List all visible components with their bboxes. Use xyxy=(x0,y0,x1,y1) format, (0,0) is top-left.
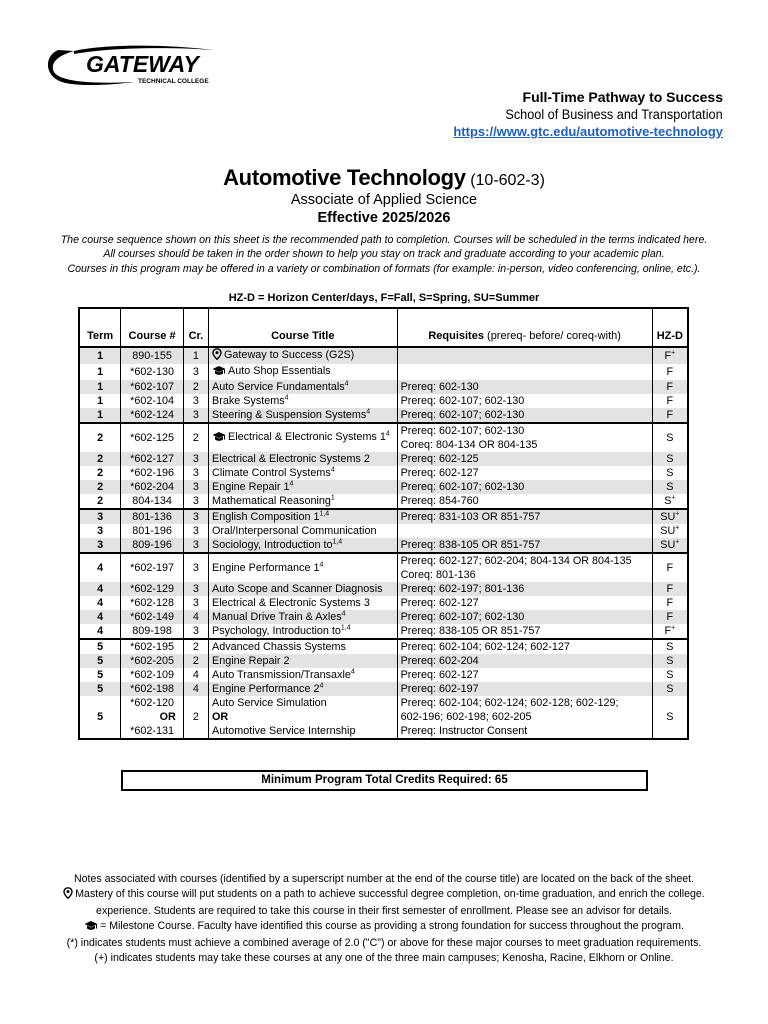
table-row xyxy=(79,668,688,682)
course-title-cell xyxy=(209,466,398,480)
course-title: Engine Performance 2 xyxy=(212,683,320,695)
note-ref: 4 xyxy=(319,561,324,569)
course-number: *602-125 xyxy=(121,423,184,452)
prereq: Prereq: 602-107; 602-130 xyxy=(400,409,525,421)
course-number: 809-196 xyxy=(121,538,184,553)
table-row xyxy=(79,480,688,494)
prereq: Prereq: 602-107; 602-130 xyxy=(400,395,525,407)
hzd-value: S xyxy=(666,432,674,444)
hzd-value: F xyxy=(666,611,674,623)
credits: 4 xyxy=(183,668,208,682)
hzd-value: F xyxy=(666,597,674,609)
course-number: *602-120 OR *602-131 xyxy=(121,696,184,739)
course-title-cell: Auto Service Simulation OR Automotive Service Internship xyxy=(209,696,398,739)
note-line: (+) indicates students may take these courses at any one of the three main campuses; Kenosha, Racine, Elkhorn or Online. xyxy=(94,952,674,964)
course-title: Electrical & Electronic Systems 1 xyxy=(228,431,386,443)
credits: 3 xyxy=(183,553,208,582)
hzd-cell xyxy=(652,654,688,668)
course-sequence-table xyxy=(78,307,689,740)
course-title-cell xyxy=(209,423,398,452)
requisites-cell xyxy=(397,668,652,682)
map-pin-icon xyxy=(63,887,73,904)
term-cell: 2 xyxy=(79,423,121,452)
hzd-value: S xyxy=(666,655,674,667)
hzd-cell xyxy=(652,509,688,524)
campus-marker: + xyxy=(671,624,676,632)
term-cell: 4 xyxy=(79,596,121,610)
course-title: Psychology, Introduction to xyxy=(212,625,341,637)
hzd-cell xyxy=(652,538,688,553)
credits: 2 xyxy=(183,380,208,394)
program-title: Automotive Technology xyxy=(223,165,466,190)
course-title-cell xyxy=(209,347,398,364)
course-title: Gateway to Success (G2S) xyxy=(224,349,355,361)
credits: 2 xyxy=(183,654,208,668)
requisites-cell xyxy=(397,524,652,538)
course-number: *602-130 xyxy=(121,364,184,380)
requisites-cell xyxy=(397,553,652,582)
hzd-value: F xyxy=(666,395,674,407)
hzd-value: F xyxy=(666,409,674,421)
course-title-cell xyxy=(209,394,398,408)
prereq: Prereq: 602-107; 602-130 xyxy=(400,611,525,623)
degree-name: Associate of Applied Science xyxy=(290,192,478,208)
term-cell: 3 xyxy=(79,524,121,538)
hzd-value: S xyxy=(666,453,674,465)
course-title-cell xyxy=(209,624,398,639)
hzd-value: S xyxy=(666,481,674,493)
note-line: experience. Students are required to take this course in their first semester of enrollment. Please see an advisor for details. xyxy=(96,905,672,917)
term-cell: 5 xyxy=(79,668,121,682)
term-cell: 2 xyxy=(79,466,121,480)
note-ref: 1,4 xyxy=(340,624,351,632)
note-ref: 4 xyxy=(366,408,371,416)
term-cell: 4 xyxy=(79,610,121,624)
header-term: Term xyxy=(79,308,121,347)
credits: 3 xyxy=(183,538,208,553)
table-row xyxy=(79,624,688,639)
course-title-cell xyxy=(209,509,398,524)
course-title: Sociology, Introduction to xyxy=(212,539,333,551)
header-requisites-label: Requisites xyxy=(428,330,484,342)
requisites-cell xyxy=(397,380,652,394)
prereq: Prereq: 602-197 xyxy=(400,683,479,695)
header-requisites-note: (prereq- before/ coreq-with) xyxy=(483,330,621,342)
requisites-cell xyxy=(397,624,652,639)
course-title: Manual Drive Train & Axles xyxy=(212,611,342,623)
credits: 3 xyxy=(183,509,208,524)
course-title-cell xyxy=(209,480,398,494)
requisites-cell xyxy=(397,639,652,654)
course-number: *602-197 xyxy=(121,553,184,582)
note-line: = Milestone Course. Faculty have identified this course as providing a strong foundation for success throughout the program. xyxy=(0,919,768,936)
course-title: Auto Scope and Scanner Diagnosis xyxy=(212,583,383,595)
requisites-cell xyxy=(397,538,652,553)
table-row xyxy=(79,347,688,364)
prereq: Prereq: 602-127 xyxy=(400,669,479,681)
term-cell: 1 xyxy=(79,347,121,364)
hzd-value: F xyxy=(666,366,674,378)
credits: 3 xyxy=(183,494,208,509)
hzd-cell xyxy=(652,494,688,509)
course-title-cell xyxy=(209,553,398,582)
hzd-cell xyxy=(652,408,688,423)
credits: 2 xyxy=(183,639,208,654)
note-ref: 4 xyxy=(330,466,335,474)
table-row xyxy=(79,509,688,524)
note-ref: 4 xyxy=(284,394,289,402)
campus-marker: + xyxy=(675,510,680,518)
course-number: *602-195 xyxy=(121,639,184,654)
intro-line: Courses in this program may be offered in a variety or combination of formats (for example: in-person, video conferencing, online, etc.). xyxy=(67,262,701,275)
hzd-cell xyxy=(652,553,688,582)
prereq: Prereq: 602-127 xyxy=(400,467,479,479)
requisites-cell xyxy=(397,494,652,509)
campus-marker: + xyxy=(671,349,676,357)
note-ref: 4 xyxy=(289,480,294,488)
table-row xyxy=(79,553,688,582)
hzd-value: S xyxy=(664,495,672,507)
requisites-cell xyxy=(397,509,652,524)
course-title-cell xyxy=(209,380,398,394)
header-credits: Cr. xyxy=(183,308,208,347)
course-number: *602-204 xyxy=(121,480,184,494)
term-cell: 1 xyxy=(79,394,121,408)
term-cell: 5 xyxy=(79,639,121,654)
credits: 3 xyxy=(183,408,208,423)
credits: 3 xyxy=(183,452,208,466)
term-cell: 5 xyxy=(79,696,121,739)
course-number: *602-196 xyxy=(121,466,184,480)
hzd-cell xyxy=(652,364,688,380)
course-title-cell xyxy=(209,582,398,596)
prereq: Prereq: 838-105 OR 851-757 xyxy=(400,625,541,637)
hzd-cell xyxy=(652,610,688,624)
hzd-value: F xyxy=(666,583,674,595)
term-cell: 4 xyxy=(79,624,121,639)
campus-marker: + xyxy=(675,538,680,546)
hzd-cell xyxy=(652,668,688,682)
table-row xyxy=(79,524,688,538)
header-course-title: Course Title xyxy=(209,308,398,347)
requisites-cell xyxy=(397,452,652,466)
note-line: Notes associated with courses (identified by a superscript number at the end of the course title) are located on the back of the sheet. xyxy=(73,873,695,885)
hzd-value: SU xyxy=(660,539,676,551)
hzd-cell xyxy=(652,480,688,494)
term-cell: 1 xyxy=(79,380,121,394)
hzd-cell xyxy=(652,380,688,394)
note-ref: 4 xyxy=(319,682,324,690)
table-row xyxy=(79,452,688,466)
requisites-cell xyxy=(397,610,652,624)
header-hzd: HZ-D xyxy=(652,308,688,347)
prereq: Prereq: 602-130 xyxy=(400,381,479,393)
hzd-cell xyxy=(652,394,688,408)
prereq: Prereq: 602-204 xyxy=(400,655,479,667)
term-cell: 3 xyxy=(79,509,121,524)
program-link[interactable]: https://www.gtc.edu/automotive-technology xyxy=(453,124,723,139)
course-number: 801-196 xyxy=(121,524,184,538)
course-title: Steering & Suspension Systems xyxy=(212,409,367,421)
campus-marker: + xyxy=(671,494,676,502)
requisites-cell xyxy=(397,394,652,408)
hzd-value: SU xyxy=(660,525,676,537)
table-row xyxy=(79,654,688,668)
table-row xyxy=(79,610,688,624)
credits: 3 xyxy=(183,524,208,538)
table-row xyxy=(79,582,688,596)
table-row xyxy=(79,494,688,509)
hzd-cell xyxy=(652,639,688,654)
credits: 3 xyxy=(183,364,208,380)
course-number: 801-136 xyxy=(121,509,184,524)
hzd-value: F xyxy=(664,350,672,362)
course-number: 804-134 xyxy=(121,494,184,509)
requisites-cell: Prereq: 602-104; 602-124; 602-128; 602-129; 602-196; 602-198; 602-205 Prereq: Instructor Consent xyxy=(397,696,652,739)
note-ref: 4 xyxy=(350,668,355,676)
requisites-cell xyxy=(397,682,652,696)
table-row xyxy=(79,466,688,480)
svg-text:GATEWAY: GATEWAY xyxy=(86,51,199,77)
prereq: Prereq: 602-197; 801-136 xyxy=(400,583,525,595)
coreq: Coreq: 801-136 xyxy=(400,569,476,581)
header-block xyxy=(453,89,723,140)
term-cell: 5 xyxy=(79,682,121,696)
graduation-cap-icon xyxy=(212,365,226,380)
course-title: Mathematical Reasoning xyxy=(212,495,331,507)
course-title: Auto Transmission/Transaxle xyxy=(212,669,351,681)
course-number: *602-205 xyxy=(121,654,184,668)
graduation-cap-icon xyxy=(84,920,98,936)
course-title-cell xyxy=(209,596,398,610)
course-title-cell xyxy=(209,538,398,553)
course-title: Climate Control Systems xyxy=(212,467,331,479)
credits: 4 xyxy=(183,610,208,624)
term-cell: 2 xyxy=(79,494,121,509)
requisites-cell xyxy=(397,408,652,423)
total-credits-box: Minimum Program Total Credits Required: 65 xyxy=(121,770,648,791)
requisites-cell xyxy=(397,480,652,494)
course-title: Engine Performance 1 xyxy=(212,562,320,574)
prereq: Prereq: 602-107; 602-130 xyxy=(400,425,525,437)
hzd-cell xyxy=(652,682,688,696)
table-header-row xyxy=(79,308,688,347)
hzd-legend: HZ-D = Horizon Center/days, F=Fall, S=Spring, SU=Summer xyxy=(228,292,540,304)
course-title: Electrical & Electronic Systems 3 xyxy=(212,597,370,609)
hzd-value: S xyxy=(666,683,674,695)
svg-text:TECHNICAL COLLEGE: TECHNICAL COLLEGE xyxy=(138,78,209,85)
note-ref: 1,4 xyxy=(319,510,330,518)
campus-marker: + xyxy=(675,524,680,532)
credits: 1 xyxy=(183,347,208,364)
course-number: 809-198 xyxy=(121,624,184,639)
course-title-cell xyxy=(209,682,398,696)
requisites-cell xyxy=(397,423,652,452)
prereq: Prereq: 854-760 xyxy=(400,495,479,507)
requisites-cell xyxy=(397,596,652,610)
table-row xyxy=(79,639,688,654)
table-row xyxy=(79,423,688,452)
hzd-cell xyxy=(652,596,688,610)
program-title-line xyxy=(0,165,768,191)
course-title: Auto Shop Essentials xyxy=(228,365,331,377)
credits: 3 xyxy=(183,394,208,408)
course-title-cell xyxy=(209,364,398,380)
course-title-cell xyxy=(209,524,398,538)
course-number: *602-127 xyxy=(121,452,184,466)
term-cell: 1 xyxy=(79,364,121,380)
hzd-cell xyxy=(652,452,688,466)
course-number: *602-149 xyxy=(121,610,184,624)
credits: 4 xyxy=(183,682,208,696)
note-ref: 1,4 xyxy=(332,538,343,546)
table-row xyxy=(79,682,688,696)
requisites-cell xyxy=(397,654,652,668)
prereq: Prereq: 602-125 xyxy=(400,453,479,465)
requisites-cell xyxy=(397,364,652,380)
note-line: Mastery of this course will put students on a path to achieve successful degree completion, on-time graduation, and enrich the college. xyxy=(0,887,768,904)
school-name: School of Business and Transportation xyxy=(505,107,723,122)
course-number: *602-128 xyxy=(121,596,184,610)
map-pin-icon xyxy=(212,348,222,364)
prereq: Prereq: 602-127 xyxy=(400,597,479,609)
course-title-cell xyxy=(209,452,398,466)
hzd-cell xyxy=(652,423,688,452)
course-title: Engine Repair 1 xyxy=(212,481,290,493)
note-ref: 1 xyxy=(330,494,335,502)
hzd-value: S xyxy=(666,467,674,479)
prereq: Prereq: 602-127; 602-204; 804-134 OR 804-135 xyxy=(400,555,632,567)
course-number: *602-109 xyxy=(121,668,184,682)
credits: 3 xyxy=(183,480,208,494)
term-cell: 1 xyxy=(79,408,121,423)
header-course: Course # xyxy=(121,308,184,347)
hzd-cell xyxy=(652,524,688,538)
course-number: *602-107 xyxy=(121,380,184,394)
course-number: *602-104 xyxy=(121,394,184,408)
table-row xyxy=(79,538,688,553)
course-title: English Composition 1 xyxy=(212,511,320,523)
table-row xyxy=(79,394,688,408)
table-row xyxy=(79,380,688,394)
course-title-cell xyxy=(209,494,398,509)
table-row xyxy=(79,696,688,739)
term-cell: 4 xyxy=(79,582,121,596)
table-row xyxy=(79,596,688,610)
gateway-logo xyxy=(44,42,216,88)
hzd-value: S xyxy=(666,669,674,681)
course-title: Electrical & Electronic Systems 2 xyxy=(212,453,370,465)
credits: 3 xyxy=(183,582,208,596)
term-cell: 5 xyxy=(79,654,121,668)
hzd-value: S xyxy=(666,641,674,653)
pathway-title: Full-Time Pathway to Success xyxy=(522,89,723,105)
prereq: Prereq: 831-103 OR 851-757 xyxy=(400,511,541,523)
intro-text xyxy=(0,233,768,276)
hzd-cell: S xyxy=(652,696,688,739)
credits: 2 xyxy=(183,423,208,452)
course-number: *602-129 xyxy=(121,582,184,596)
program-code: (10-602-3) xyxy=(470,172,545,189)
prereq: Prereq: 838-105 OR 851-757 xyxy=(400,539,541,551)
course-title: Oral/Interpersonal Communication xyxy=(212,525,377,537)
term-cell: 2 xyxy=(79,452,121,466)
term-cell: 4 xyxy=(79,553,121,582)
term-cell: 3 xyxy=(79,538,121,553)
hzd-cell xyxy=(652,466,688,480)
requisites-cell xyxy=(397,347,652,364)
course-title: Engine Repair 2 xyxy=(212,655,290,667)
footnotes xyxy=(0,872,768,966)
intro-line: All courses should be taken in the order shown to help you stay on track and graduate according to your academic plan. xyxy=(103,248,665,261)
prereq: Prereq: 602-104; 602-124; 602-127 xyxy=(400,641,570,653)
requisites-cell xyxy=(397,582,652,596)
course-title-cell xyxy=(209,654,398,668)
course-number: *602-198 xyxy=(121,682,184,696)
prereq: Prereq: 602-107; 602-130 xyxy=(400,481,525,493)
note-line: (*) indicates students must achieve a combined average of 2.0 ("C") or above for these major courses to meet graduation requirements. xyxy=(66,937,702,949)
term-cell: 2 xyxy=(79,480,121,494)
note-ref: 4 xyxy=(385,430,390,438)
credits: 3 xyxy=(183,596,208,610)
credits: 3 xyxy=(183,624,208,639)
credits: 2 xyxy=(183,696,208,739)
hzd-cell xyxy=(652,624,688,639)
requisites-cell xyxy=(397,466,652,480)
intro-line: The course sequence shown on this sheet is the recommended path to completion. Courses will be scheduled in the terms indicated here. xyxy=(60,234,708,246)
course-title-cell xyxy=(209,408,398,423)
note-ref: 4 xyxy=(341,610,346,618)
hzd-value: F xyxy=(666,562,674,574)
course-title-cell xyxy=(209,668,398,682)
course-number: 890-155 xyxy=(121,347,184,364)
hzd-cell xyxy=(652,582,688,596)
table-body xyxy=(79,347,688,739)
course-number: *602-124 xyxy=(121,408,184,423)
header-requisites xyxy=(397,308,652,347)
course-title: Auto Service Fundamentals xyxy=(212,381,345,393)
course-title: Brake Systems xyxy=(212,395,285,407)
hzd-cell xyxy=(652,347,688,364)
table-row xyxy=(79,364,688,380)
note-ref: 4 xyxy=(344,380,349,388)
hzd-value: SU xyxy=(660,511,676,523)
effective-year: Effective 2025/2026 xyxy=(317,210,451,226)
course-title-cell xyxy=(209,610,398,624)
course-title: Advanced Chassis Systems xyxy=(212,641,346,653)
course-title-cell xyxy=(209,639,398,654)
table-row xyxy=(79,408,688,423)
credits: 3 xyxy=(183,466,208,480)
graduation-cap-icon xyxy=(212,431,226,446)
hzd-value: F xyxy=(664,625,672,637)
coreq: Coreq: 804-134 OR 804-135 xyxy=(400,439,538,451)
hzd-value: F xyxy=(666,381,674,393)
